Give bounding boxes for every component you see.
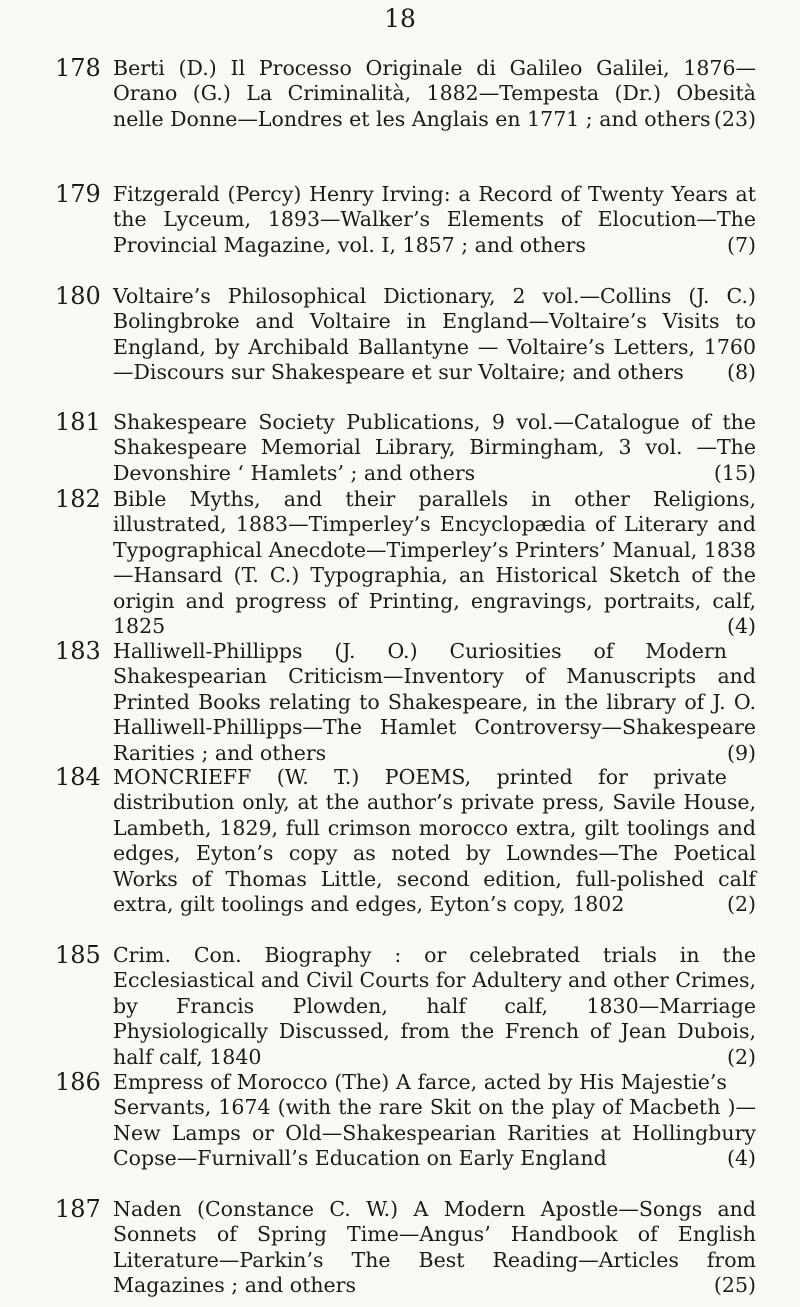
lot-description [113, 1197, 756, 1299]
lot-text: Fitzgerald (Percy) Henry Irving: a Record of Twenty Years at the Lyceum, 1893—Walker’s Elements of Elocution—The Provincial Magazine, vol. I, 1857 ; and others [113, 182, 756, 257]
lot-number: 178 [55, 54, 101, 82]
lot-text: Naden (Constance C. W.) A Modern Apostle—Songs and Sonnets of Spring Time—Angus’ Handbook of English Literature—Parkin’s The Best Reading—Articles from Magazines ; and others [113, 1197, 756, 1298]
catalogue-entry [0, 639, 800, 765]
lot-text: Halliwell-Phillipps (J. O.) Curiosities of Modern Shakespearian Criticism—Inventory of Manuscripts and Printed Books relating to Shakespeare, in the library of J. O. Halliwell-Phillipps—The Hamlet Controversy—Shakespeare Rarities ; and others [113, 639, 756, 765]
lot-description [113, 487, 756, 639]
lot-text: Voltaire’s Philosophical Dictionary, 2 vol.—Collins (J. C.) Bolingbroke and Voltaire in England—Voltaire’s Visits to England, by Archibald Ballantyne — Voltaire’s Letters, 1760—Discours sur Shakespeare et sur Voltaire; and others [113, 284, 756, 385]
catalogue-entry [0, 487, 800, 639]
lot-count: (23) [713, 106, 756, 131]
catalogue-entry [0, 410, 800, 487]
catalogue-entry [0, 765, 800, 943]
lot-text: Empress of Morocco (The) A farce, acted by His Majestie’s Servants, 1674 (with the rare Skit on the play of Macbeth )—New Lamps or Old—Shakespearian Rarities at Hollingbury Copse—Furnivall’s Education on Early England [113, 1070, 756, 1171]
lot-description [113, 182, 756, 258]
catalogue-entry [0, 943, 800, 1070]
catalogue-entry [0, 56, 800, 182]
page-number: 18 [384, 4, 416, 33]
lot-count: (9) [726, 740, 756, 765]
catalogue-entry [0, 1070, 800, 1197]
lot-number: 185 [55, 941, 101, 969]
catalogue-entry [0, 284, 800, 410]
lot-text: Bible Myths, and their parallels in other Religions, illustrated, 1883—Timperley’s Encyclopædia of Literary and Typographical Anecdote—Timperley’s Printers’ Manual, 1838—Hansard (T. C.) Typographia, an Historical Sketch of the origin and progress of Printing, engravings, portraits, calf, 1825 [113, 487, 756, 639]
lot-number: 179 [55, 180, 101, 208]
lot-description [113, 765, 756, 917]
lot-number: 180 [55, 282, 101, 310]
lot-count: (15) [713, 460, 756, 485]
lot-number: 181 [55, 408, 101, 436]
catalogue-entry [0, 1197, 800, 1307]
lot-count: (2) [726, 892, 756, 917]
lot-description [113, 410, 756, 486]
lot-text: MONCRIEFF (W. T.) POEMS, printed for private distribution only, at the author’s private press, Savile House, Lambeth, 1829, full crimson morocco extra, gilt toolings and edges, Eyton’s copy as noted by Lowndes—The Poetical Works of Thomas Little, second edition, full-polished calf extra, gilt toolings and edges, Eyton’s copy, 1802 [113, 765, 756, 917]
lot-text: Shakespeare Society Publications, 9 vol.—Catalogue of the Shakespeare Memorial Library, Birmingham, 3 vol. —The Devonshire ‘ Hamlets’ ; and others [113, 410, 756, 485]
lot-number: 186 [55, 1068, 101, 1096]
lot-description [113, 943, 756, 1070]
lot-text: Crim. Con. Biography : or celebrated trials in the Ecclesiastical and Civil Courts for Adultery and other Crimes, by Francis Plowden, half calf, 1830—Marriage Physiologically Discussed, from the French of Jean Dubois, half calf, 1840 [113, 943, 756, 1069]
lot-number: 187 [55, 1195, 101, 1223]
catalogue-entry [0, 182, 800, 284]
lot-count: (4) [726, 614, 756, 639]
lot-number: 182 [55, 485, 101, 513]
lot-count: (7) [726, 232, 756, 257]
lot-number: 183 [55, 637, 101, 665]
lot-count: (2) [726, 1044, 756, 1069]
lot-description [113, 56, 756, 132]
catalogue-entries [0, 56, 800, 1307]
lot-count: (8) [726, 360, 756, 385]
lot-description [113, 639, 756, 766]
lot-number: 184 [55, 763, 101, 791]
lot-text: Berti (D.) Il Processo Originale di Galileo Galilei, 1876—Orano (G.) La Criminalità, 1882—Tempesta (Dr.) Obesità nelle Donne—Londres et les Anglais en 1771 ; and others [113, 56, 756, 131]
lot-description [113, 1070, 756, 1172]
lot-count: (25) [713, 1273, 756, 1298]
lot-count: (4) [726, 1146, 756, 1171]
lot-description [113, 284, 756, 386]
